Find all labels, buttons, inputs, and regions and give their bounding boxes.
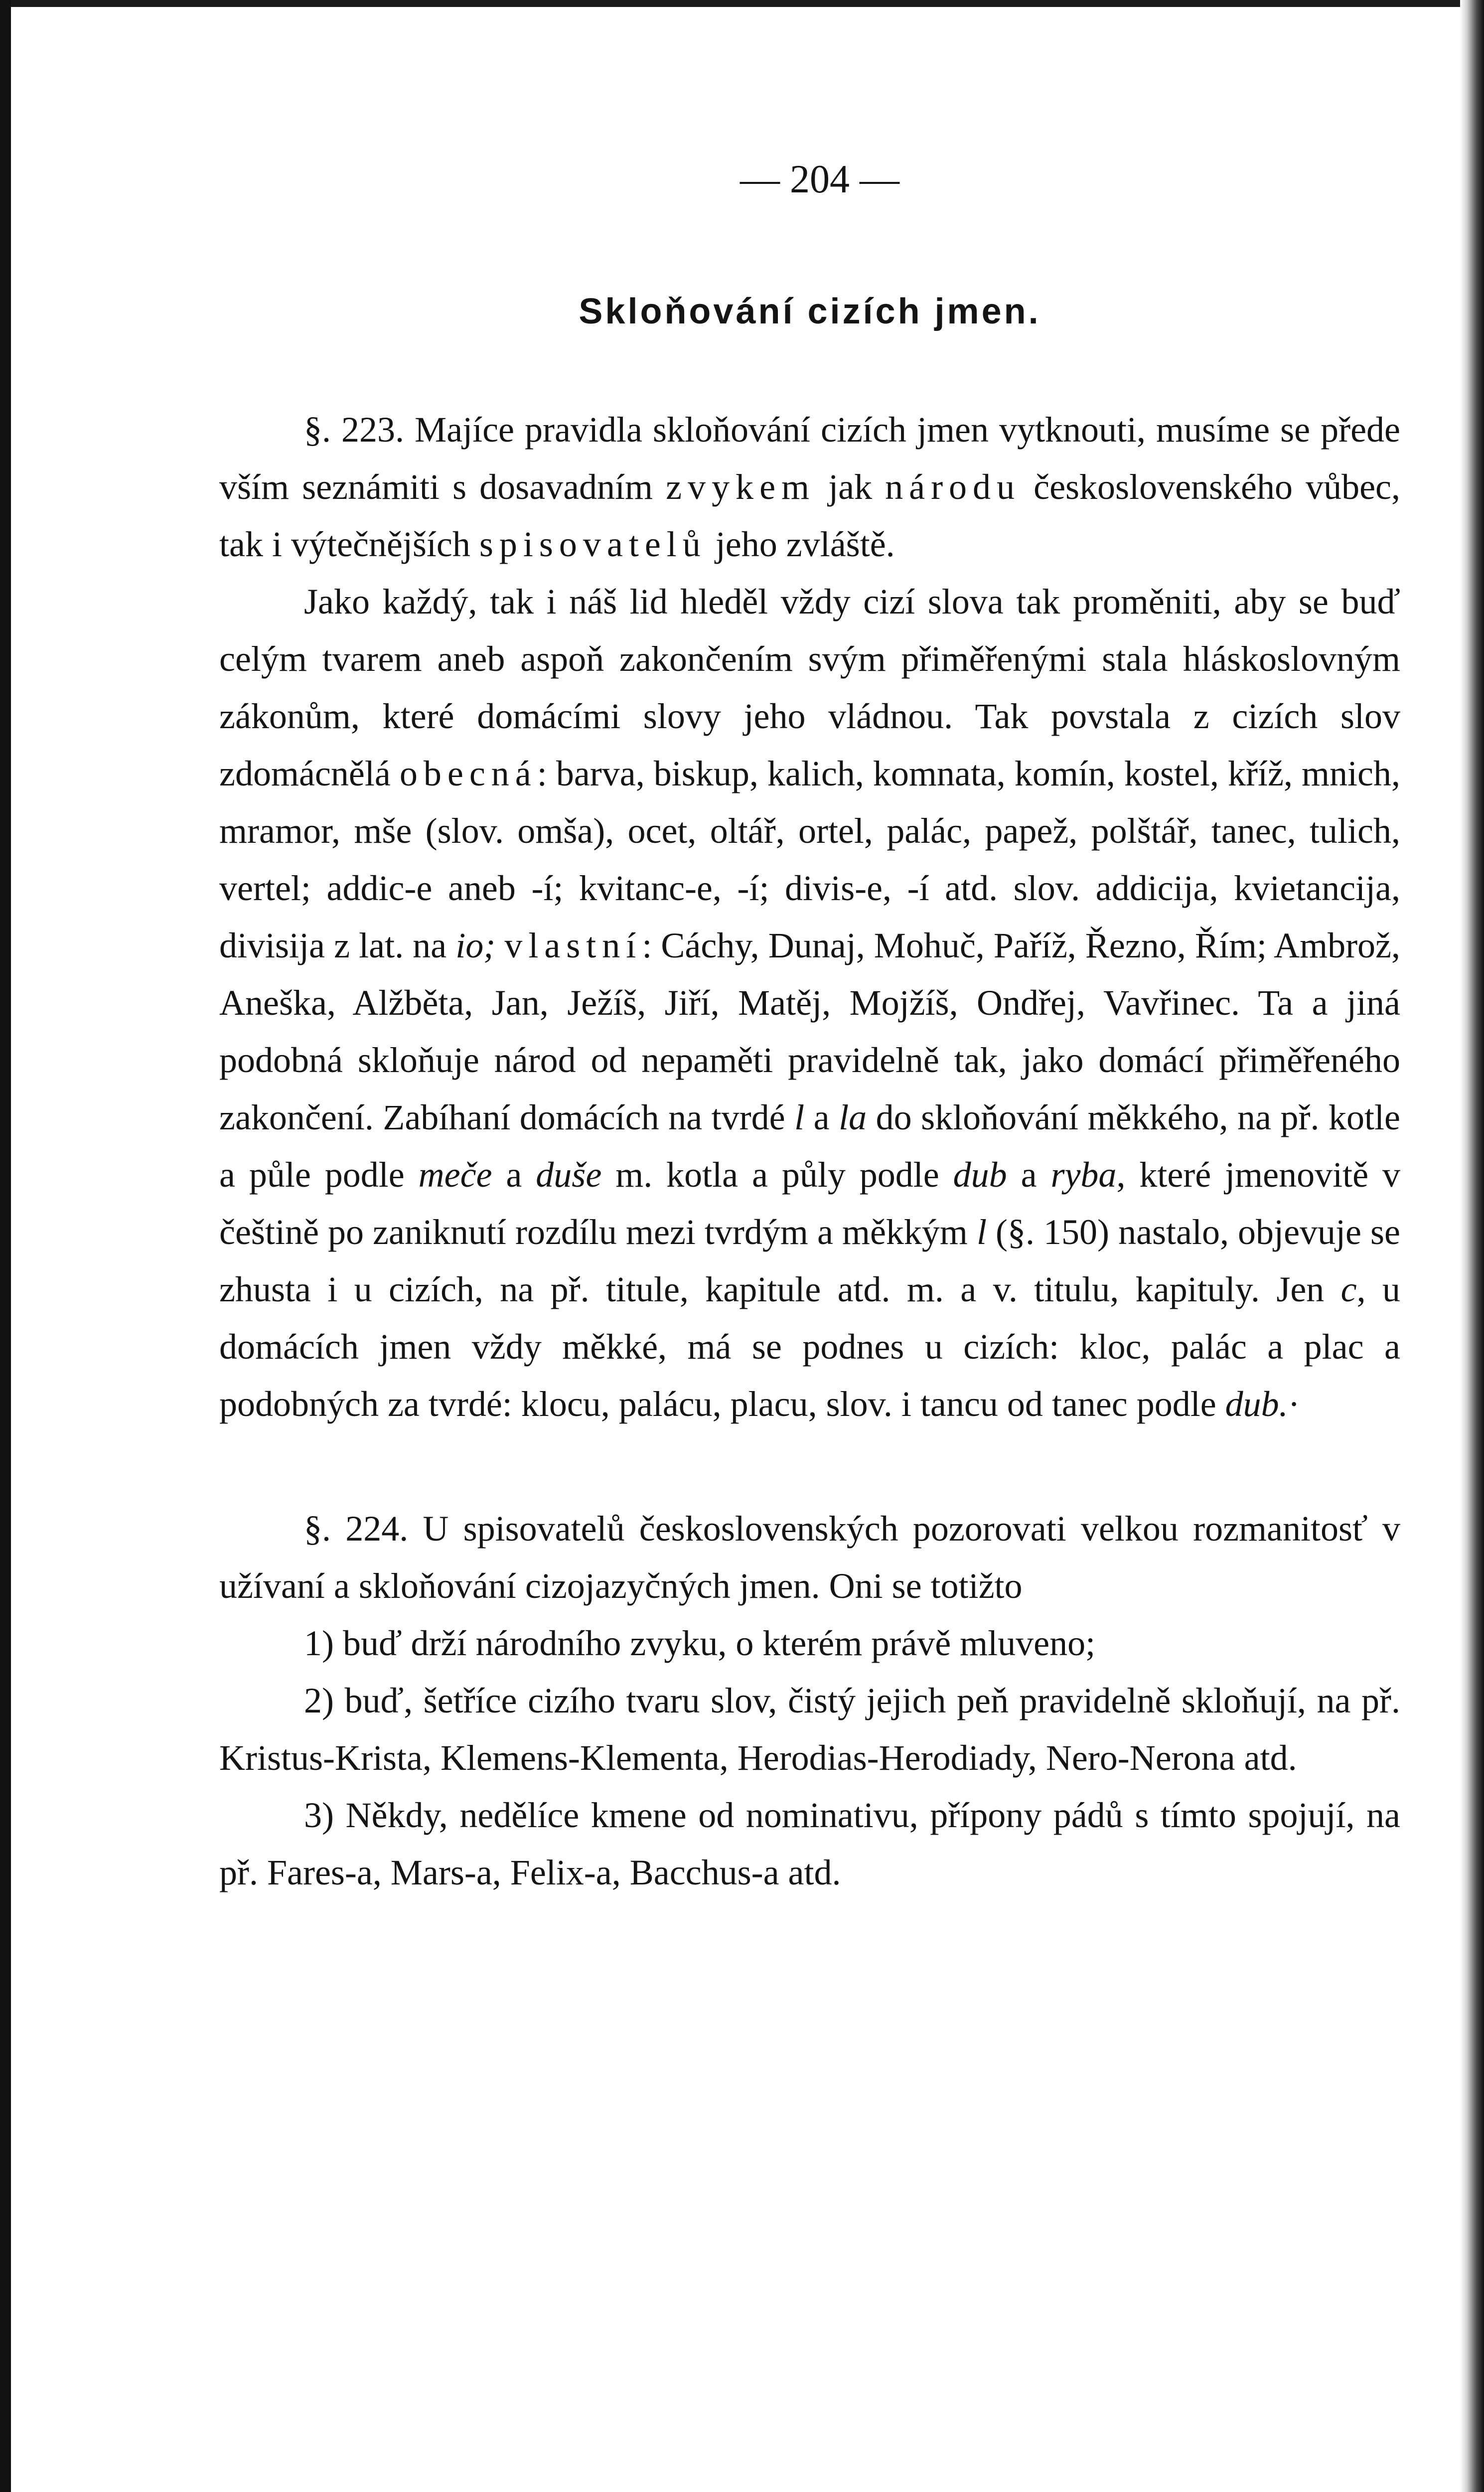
book-page <box>219 150 1400 1901</box>
text-run: jak <box>815 467 886 507</box>
text-run: Jako každý, tak i náš lid hleděl vždy cizí slova tak proměniti, aby se buď celým tvarem aneb aspoň zakončením svým přiměřenými stala hláskoslovným zákonům, které domácími slovy jeho vládnou. Tak povstala z cizích slov zdomácnělá <box>219 582 1400 793</box>
text-run: , které jmenovitě v češtině po zaniknutí rozdílu mezi tvrdým a měkkým <box>219 1155 1401 1252</box>
text-run: a <box>492 1155 536 1195</box>
paragraph-224-intro <box>219 1500 1400 1615</box>
section-mark-224: §. 224. <box>304 1509 409 1549</box>
italic-l2: l <box>976 1212 987 1252</box>
paragraph-223-body <box>219 573 1400 1433</box>
scan-edge-left <box>0 0 11 2492</box>
list-item-1: 1) buď drží národního zvyku, o kterém právě mluveno; <box>304 1623 1096 1663</box>
text-run: a <box>804 1097 839 1137</box>
text-run <box>495 926 504 965</box>
italic-duse: duše <box>536 1155 602 1195</box>
scan-edge-top <box>0 0 1484 7</box>
emphasis-zvykem: zvykem <box>666 467 816 507</box>
text-run: , u domácích jmen vždy měkké, má se podnes u cizích: kloc, palác a plac a podobných za tvrdé: klocu, palácu, placu, slov. i tancu od tanec podle <box>219 1269 1401 1424</box>
text-run: m. kotla a půly podle <box>601 1155 953 1195</box>
italic-ryba: ryba <box>1050 1155 1117 1195</box>
italic-dub-end: dub. <box>1225 1384 1288 1424</box>
italic-mece: meče <box>418 1155 492 1195</box>
emphasis-vlastni: vlastní <box>504 926 642 965</box>
section-mark-223: §. 223. <box>304 410 405 450</box>
text-run: : Cáchy, Dunaj, Mohuč, Paříž, Řezno, Řím; Ambrož, Aneška, Alžběta, Jan, Ježíš, Jiří, Matěj, Mojžíš, Ondřej, Vavřinec. Ta a jiná podobná skloňuje národ od nepaměti pravidelně tak, jako domácí přiměřeného zakončení. Zabíhaní domácích na tvrdé <box>219 926 1401 1137</box>
text-run: a <box>1007 1155 1051 1195</box>
text-run: československého vůbec, tak i výtečnějších <box>219 467 1400 564</box>
emphasis-spisovatelu: spisovatelů <box>479 524 707 564</box>
italic-l: l <box>794 1097 805 1137</box>
section-title: Skloňování cizích jmen. <box>579 292 1041 331</box>
text-run: U spisovatelů československých pozorovati velkou rozmanitosť v užívaní a skloňování cizojazyčných jmen. Oni se totižto <box>219 1509 1400 1606</box>
italic-c: c <box>1340 1269 1357 1309</box>
list-item-3: 3) Někdy, nedělíce kmene od nominativu, přípony pádů s tímto spojují, na př. Fares-a, Mars-a, Felix-a, Bacchus-a atd. <box>219 1795 1400 1892</box>
page-number: — 204 — <box>740 157 899 201</box>
italic-dub: dub <box>953 1155 1007 1195</box>
text-run: · <box>1288 1384 1300 1424</box>
text-run: do skloňování měkkého, na př. kotle a půle podle <box>219 1097 1400 1195</box>
paragraph-223-intro <box>219 401 1400 573</box>
text-run: : barva, biskup, kalich, komnata, komín, kostel, kříž, mnich, mramor, mše (slov. omša), ocet, oltář, ortel, palác, papež, polštář, tanec, tulich, vertel; addic-e aneb -í; kvitanc-e, -í; divis-e, -í atd. slov. addicija, kvietancija, divisija z lat. na <box>219 754 1401 965</box>
italic-io: io; <box>455 926 496 965</box>
emphasis-narodu: národu <box>885 467 1021 507</box>
text-run: jeho zvláště. <box>706 524 895 564</box>
italic-la: la <box>839 1097 867 1137</box>
scan-edge-right <box>1460 0 1484 2492</box>
text-run: (§. 150) nastalo, objevuje se zhusta i u cizích, na př. titule, kapitule atd. m. a v. titulu, kapituly. Jen <box>219 1212 1401 1309</box>
list-item-2: 2) buď, šetříce cizího tvaru slov, čistý jejich peň pravidelně skloňují, na př. Kristus-Krista, Klemens-Klementa, Herodias-Herodiady, Nero-Nerona atd. <box>219 1681 1400 1778</box>
emphasis-obecna: obecná <box>399 754 537 793</box>
text-run: Majíce pravidla skloňování cizích jmen vytknouti, musíme se přede vším seznámiti s dosavadním <box>219 410 1401 507</box>
